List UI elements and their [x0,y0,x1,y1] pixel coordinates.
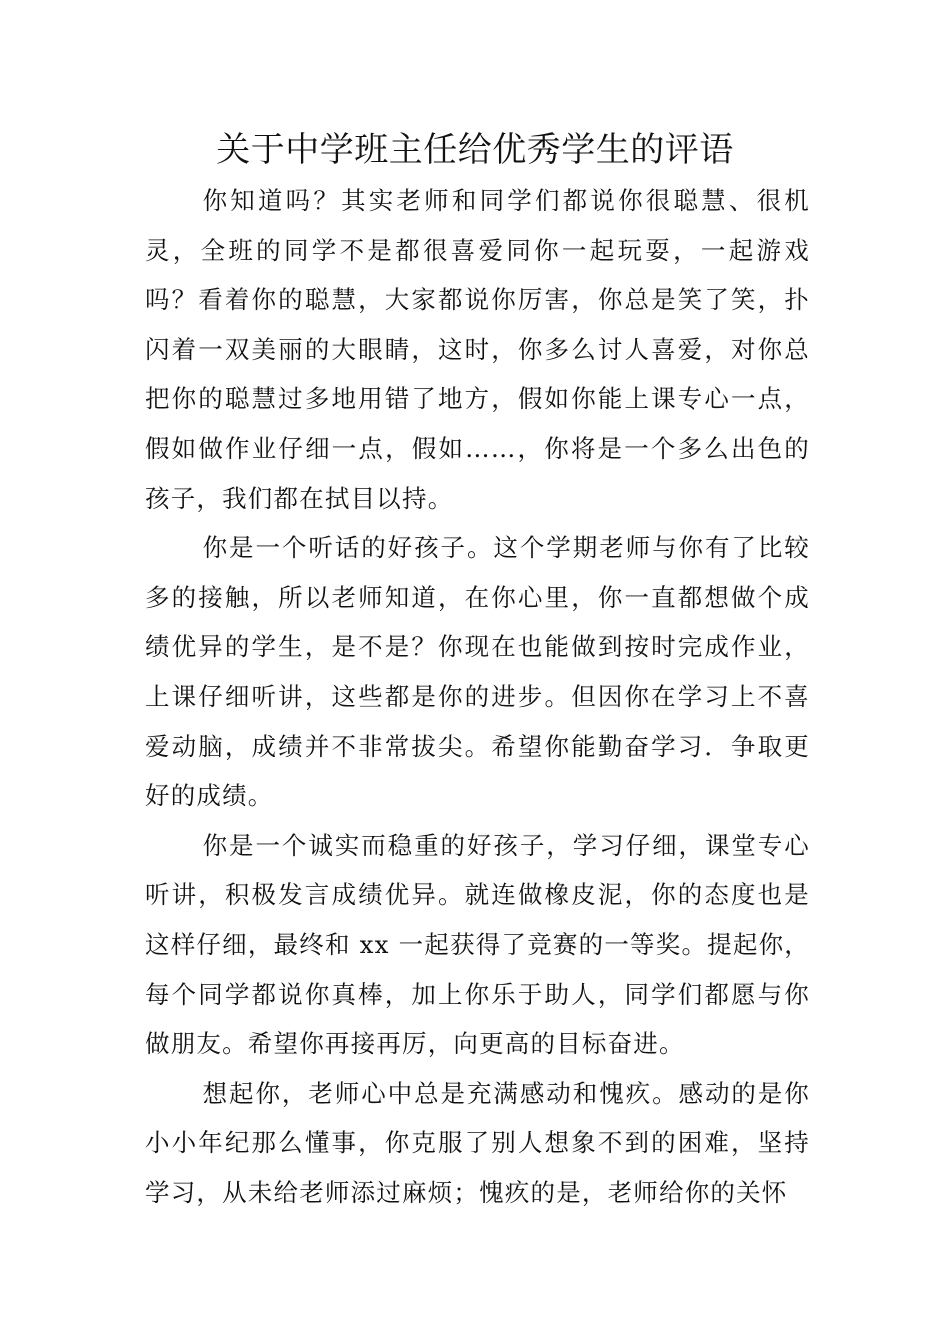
paragraph-3: 你是一个诚实而稳重的好孩子，学习仔细，课堂专心听讲，积极发言成绩优异。就连做橡皮泥，你的态度也是这样仔细，最终和 xx 一起获得了竞赛的一等奖。提起你，每个同学都说你真棒，加上你乐于助人，同学们都愿与你做朋友。希望你再接再厉，向更高的目标奋进。 [145,830,810,1059]
paragraph-1: 你知道吗？其实老师和同学们都说你很聪慧、很机灵，全班的同学不是都很喜爱同你一起玩耍，一起游戏吗？看着你的聪慧，大家都说你厉害，你总是笑了笑，扑闪着一双美丽的大眼睛，这时，你多么讨人喜爱，对你总把你的聪慧过多地用错了地方，假如你能上课专心一点，假如做作业仔细一点，假如……，你将是一个多么出色的孩子，我们都在拭目以持。 [145,186,810,513]
paragraph-2: 你是一个听话的好孩子。这个学期老师与你有了比较多的接触，所以老师知道，在你心里，你一直都想做个成绩优异的学生，是不是？你现在也能做到按时完成作业，上课仔细听讲，这些都是你的进步。但因你在学习上不喜爱动脑，成绩并不非常拔尖。希望你能勤奋学习．争取更好的成绩。 [145,533,810,811]
document-body [145,176,810,1217]
document-title: 关于中学班主任给优秀学生的评语 [216,130,734,170]
paragraph-4: 想起你，老师心中总是充满感动和愧疚。感动的是你小小年纪那么懂事，你克服了别人想象不到的困难，坚持学习，从未给老师添过麻烦；愧疚的是，老师给你的关怀 [145,1078,810,1207]
